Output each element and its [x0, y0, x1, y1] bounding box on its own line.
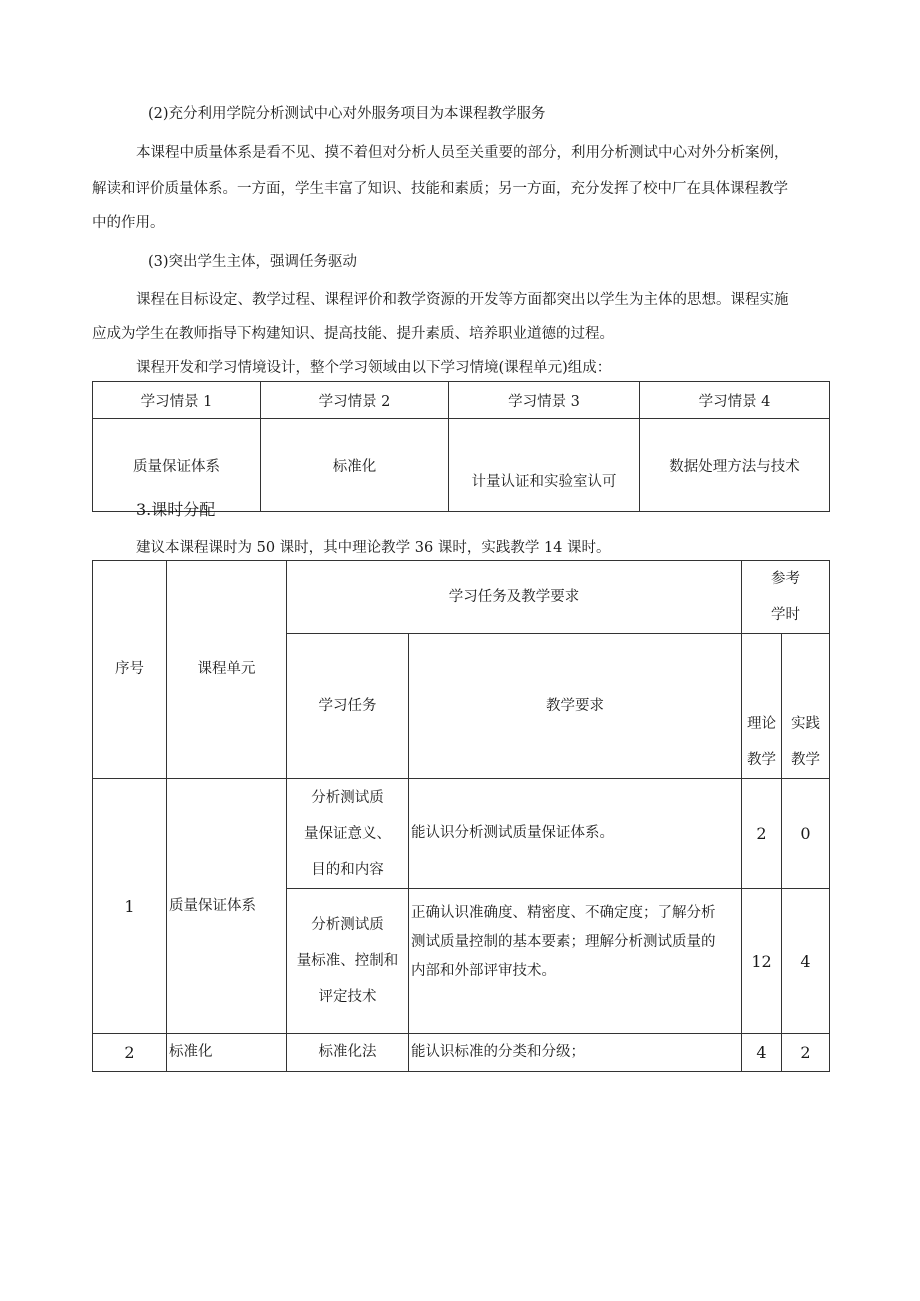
row-1-unit: 质量保证体系 [167, 779, 287, 1034]
header-practice [782, 634, 830, 779]
section3-heading: 3.课时分配 [136, 500, 216, 519]
scenario-table [92, 381, 830, 512]
scenario-intro: 课程开发和学习情境设计，整个学习领域由以下学习情境(课程单元)组成： [136, 360, 612, 376]
scenario-header-3: 学习情景 3 [449, 382, 640, 419]
table-row [93, 779, 830, 889]
header-practice-line-2: 教学 [791, 752, 820, 768]
header-theory [742, 634, 782, 779]
row-1-task-2 [287, 889, 409, 1034]
row-1-theory-2: 12 [742, 889, 782, 1034]
point2-para-line-3: 中的作用。 [92, 215, 165, 231]
header-seq: 序号 [93, 561, 167, 779]
row-1-practice-1: 0 [782, 779, 830, 889]
row-2-practice-1: 2 [782, 1034, 830, 1072]
row-2-task-1 [287, 1034, 409, 1072]
scenario-cell-1: 质量保证体系 [93, 419, 261, 512]
row-1-task-2-line-1: 分析测试质 [311, 917, 384, 933]
row-1-requirement-1 [409, 779, 742, 889]
header-tasks-and-reqs: 学习任务及教学要求 [287, 561, 742, 634]
row-1-requirement-2-line-1: 正确认识准确度、精密度、不确定度；了解分析 [411, 905, 716, 921]
table-row [93, 1034, 830, 1072]
row-1-task-1-line-3: 目的和内容 [311, 861, 384, 878]
row-1-requirement-1-line-1: 能认识分析测试质量保证体系。 [411, 825, 614, 841]
row-1-task-2-line-2: 量标准、控制和 [296, 953, 399, 969]
row-1-seq: 1 [93, 779, 167, 1034]
row-1-practice-2: 4 [782, 889, 830, 1034]
row-1-theory-1: 2 [742, 779, 782, 889]
scenario-header-2: 学习情景 2 [261, 382, 449, 419]
scenario-cell-4: 数据处理方法与技术 [640, 419, 830, 512]
point2-heading: (2)充分利用学院分析测试中心对外服务项目为本课程教学服务 [148, 106, 546, 122]
scenario-cell-3: 计量认证和实验室认可 [449, 419, 640, 512]
header-practice-line-1: 实践 [791, 716, 820, 732]
row-1-requirement-2-line-3: 内部和外部评审技术。 [411, 963, 556, 979]
row-1-task-1-line-1: 分析测试质 [311, 789, 384, 806]
hours-table [92, 560, 830, 1072]
header-ref-hours [742, 561, 830, 634]
scenario-header-4: 学习情景 4 [640, 382, 830, 419]
row-2-unit: 标准化 [167, 1034, 287, 1072]
row-2-requirement-1 [409, 1034, 742, 1072]
scenario-header-1: 学习情景 1 [93, 382, 261, 419]
row-2-theory-1: 4 [742, 1034, 782, 1072]
header-theory-line-2: 教学 [747, 752, 776, 768]
row-2-seq: 2 [93, 1034, 167, 1072]
point3-para-line-2: 应成为学生在教师指导下构建知识、提高技能、提升素质、培养职业道德的过程。 [92, 326, 614, 342]
row-1-task-1-line-2: 量保证意义、 [304, 825, 391, 842]
header-requirement: 教学要求 [409, 634, 742, 779]
header-theory-line-1: 理论 [747, 716, 776, 732]
scenario-cell-2: 标准化 [261, 419, 449, 512]
row-2-task-1-line-1: 标准化法 [318, 1044, 377, 1060]
header-unit: 课程单元 [167, 561, 287, 779]
row-1-task-1 [287, 779, 409, 889]
row-1-requirement-2-line-2: 测试质量控制的基本要素；理解分析测试质量的 [411, 934, 716, 950]
point2-para-line-1: 本课程中质量体系是看不见、摸不着但对分析人员至关重要的部分，利用分析测试中心对外分析案例， [136, 145, 789, 161]
header-task: 学习任务 [287, 634, 409, 779]
point3-heading: (3)突出学生主体，强调任务驱动 [148, 254, 358, 270]
point2-para-line-2: 解读和评价质量体系。一方面，学生丰富了知识、技能和素质；另一方面，充分发挥了校中厂在具体课程教学 [92, 181, 788, 197]
point3-para-line-1: 课程在目标设定、教学过程、课程评价和教学资源的开发等方面都突出以学生为主体的思想。课程实施 [136, 292, 789, 308]
row-1-requirement-2 [409, 889, 742, 1034]
section3-intro: 建议本课程课时为 50 课时，其中理论教学 36 课时，实践教学 14 课时。 [136, 540, 611, 556]
header-ref-hours-line-2: 学时 [771, 607, 800, 623]
row-1-task-2-line-3: 评定技术 [318, 989, 377, 1005]
header-ref-hours-line-1: 参考 [771, 571, 800, 587]
row-2-requirement-1-line-1: 能认识标准的分类和分级； [411, 1044, 585, 1060]
